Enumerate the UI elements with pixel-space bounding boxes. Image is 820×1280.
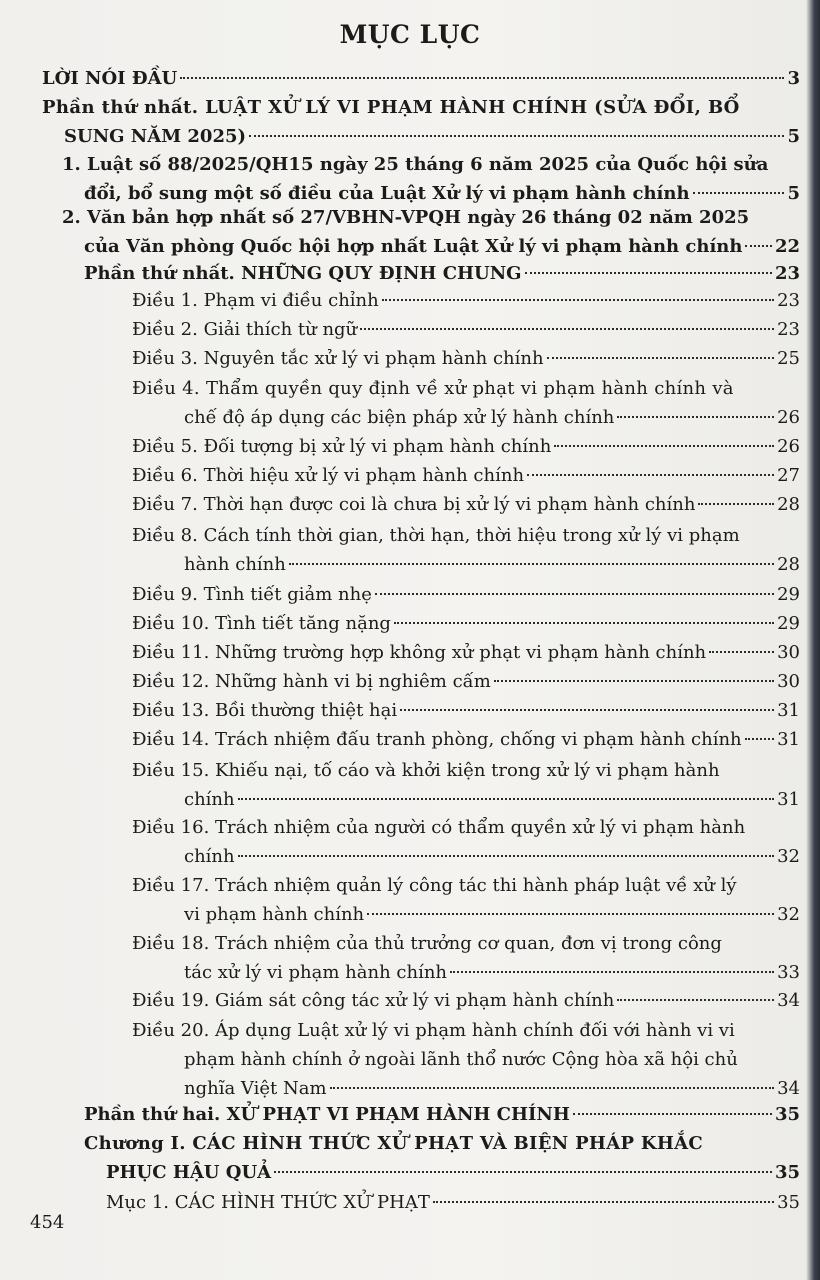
- toc-entry-title-line1: Điều 20. Áp dụng Luật xử lý vi phạm hành chính đối với hành vi vi: [132, 1020, 735, 1041]
- toc-entry-title: Mục 1. CÁC HÌNH THỨC XỬ PHẠT: [106, 1192, 430, 1213]
- toc-entry-page: 28: [777, 554, 800, 575]
- toc-entry-title-line1: Điều 15. Khiếu nại, tố cáo và khởi kiện trong xử lý vi phạm hành: [132, 760, 720, 781]
- leader-dots: [330, 1087, 775, 1089]
- leader-dots: [367, 913, 774, 915]
- toc-entry-title: chế độ áp dụng các biện pháp xử lý hành chính: [184, 407, 615, 428]
- toc-entry-title-line1: Phần thứ nhất. LUẬT XỬ LÝ VI PHẠM HÀNH CHÍNH (SỬA ĐỔI, BỔ: [42, 97, 740, 118]
- toc-entry: [132, 667, 800, 696]
- toc-entry: [132, 490, 800, 519]
- leader-dots: [400, 709, 774, 711]
- toc-entry-page: 5: [787, 183, 800, 204]
- toc-entry-title: Điều 19. Giám sát công tác xử lý vi phạm hành chính: [132, 990, 615, 1011]
- toc-entry-title-line1: Điều 18. Trách nhiệm của thủ trưởng cơ quan, đơn vị trong công: [132, 933, 722, 954]
- toc-entry-title: hành chính: [184, 554, 286, 575]
- toc-entry: [132, 756, 800, 814]
- leader-dots: [525, 272, 772, 274]
- toc-entry-title: Điều 2. Giải thích từ ngữ: [132, 319, 358, 340]
- leader-dots: [382, 299, 774, 301]
- leader-dots: [745, 245, 771, 247]
- leader-dots: [375, 593, 774, 595]
- toc-entry-title: Phần thứ hai. XỬ PHẠT VI PHẠM HÀNH CHÍNH: [84, 1104, 570, 1125]
- toc-entry-page: 26: [777, 436, 800, 457]
- toc-entry-title-line1: Điều 4. Thẩm quyền quy định về xử phạt vi phạm hành chính và: [132, 378, 734, 399]
- toc-entry-page: 31: [777, 789, 800, 810]
- toc-entry-title-line1: Điều 17. Trách nhiệm quản lý công tác thi hành pháp luật về xử lý: [132, 875, 737, 896]
- toc-entry-title: Điều 12. Những hành vi bị nghiêm cấm: [132, 671, 491, 692]
- toc-entry-page: 30: [777, 642, 800, 663]
- page-title: MỤC LỤC: [339, 20, 481, 49]
- toc-entry-page: 35: [777, 1192, 800, 1213]
- leader-dots: [617, 416, 774, 418]
- toc-entry: [42, 64, 800, 93]
- toc-entry-title: Điều 7. Thời hạn được coi là chưa bị xử lý vi phạm hành chính: [132, 494, 696, 515]
- toc-entry-title: nghĩa Việt Nam: [184, 1078, 327, 1099]
- leader-dots: [547, 357, 775, 359]
- leader-dots: [554, 445, 774, 447]
- toc-entry-page: 23: [777, 319, 800, 340]
- leader-dots: [450, 971, 774, 973]
- leader-dots: [238, 855, 774, 857]
- leader-dots: [360, 328, 774, 330]
- toc-entry-title: SUNG NĂM 2025): [64, 126, 247, 147]
- toc-entry: [106, 1188, 800, 1217]
- leader-dots: [494, 680, 774, 682]
- leader-dots: [709, 651, 774, 653]
- toc-entry: [62, 150, 800, 208]
- toc-entry: [132, 871, 800, 929]
- toc-entry: [132, 521, 800, 579]
- toc-entry-page: 23: [774, 263, 800, 284]
- toc-entry-page: 34: [777, 990, 800, 1011]
- leader-dots: [180, 77, 784, 79]
- toc-entry-page: 35: [774, 1104, 800, 1125]
- toc-entry-page: 23: [777, 290, 800, 311]
- toc-entry-title-line1: 1. Luật số 88/2025/QH15 ngày 25 tháng 6 năm 2025 của Quốc hội sửa: [62, 154, 769, 175]
- toc-entry-title: chính: [184, 789, 235, 810]
- toc-entry-page: 31: [777, 729, 800, 750]
- toc-entry: [84, 1100, 800, 1129]
- toc-entry: [132, 725, 800, 754]
- toc-entry-title: Phần thứ nhất. NHỮNG QUY ĐỊNH CHUNG: [84, 263, 522, 284]
- toc-entry-page: 31: [777, 700, 800, 721]
- toc-entry-title: LỜI NÓI ĐẦU: [42, 68, 178, 89]
- toc-entry-title-line1: Điều 8. Cách tính thời gian, thời hạn, thời hiệu trong xử lý vi phạm: [132, 525, 740, 546]
- toc-entry-page: 26: [777, 407, 800, 428]
- toc-entry-title: Điều 10. Tình tiết tăng nặng: [132, 613, 391, 634]
- toc-entry: [132, 432, 800, 461]
- leader-dots: [745, 738, 774, 740]
- toc-entry-page: 27: [777, 465, 800, 486]
- toc-entry: [132, 580, 800, 609]
- toc-entry: [132, 609, 800, 638]
- toc-entry-page: 33: [777, 962, 800, 983]
- toc-entry: [132, 696, 800, 725]
- toc-entry-title-line1: Điều 16. Trách nhiệm của người có thẩm quyền xử lý vi phạm hành: [132, 817, 746, 838]
- toc-entry-title-line2: phạm hành chính ở ngoài lãnh thổ nước Cộng hòa xã hội chủ: [184, 1049, 738, 1070]
- toc-entry-title: Điều 13. Bồi thường thiệt hại: [132, 700, 398, 721]
- toc-entry: [84, 259, 800, 288]
- toc-entry-title: đổi, bổ sung một số điều của Luật Xử lý vi phạm hành chính: [84, 183, 690, 204]
- leader-dots: [433, 1201, 774, 1203]
- toc-entry: [42, 93, 800, 151]
- toc-entry-title: Điều 3. Nguyên tắc xử lý vi phạm hành chính: [132, 348, 544, 369]
- toc-entry-page: 5: [787, 126, 800, 147]
- leader-dots: [274, 1171, 772, 1173]
- toc-entry-title: tác xử lý vi phạm hành chính: [184, 962, 448, 983]
- toc-entry-page: 29: [777, 584, 800, 605]
- leader-dots: [394, 622, 774, 624]
- toc-entry-title: của Văn phòng Quốc hội hợp nhất Luật Xử lý vi phạm hành chính: [84, 236, 743, 257]
- toc-entry: [132, 374, 800, 432]
- toc-entry-title-line1: 2. Văn bản hợp nhất số 27/VBHN-VPQH ngày 26 tháng 02 năm 2025: [62, 207, 750, 228]
- leader-dots: [238, 798, 774, 800]
- leader-dots: [617, 999, 774, 1001]
- toc-entry: [132, 315, 800, 344]
- toc-entry-title: Điều 9. Tình tiết giảm nhẹ: [132, 584, 372, 605]
- toc-entry-title: Điều 11. Những trường hợp không xử phạt vi phạm hành chính: [132, 642, 707, 663]
- toc-entry: [132, 461, 800, 490]
- toc-entry-page: 34: [777, 1078, 800, 1099]
- toc-entry-page: 25: [777, 348, 800, 369]
- toc-entry: [84, 1129, 800, 1187]
- toc-entry-page: 22: [774, 236, 800, 257]
- toc-entry: [132, 986, 800, 1015]
- toc-entry-page: 3: [787, 68, 800, 89]
- toc-entry-title: Điều 14. Trách nhiệm đấu tranh phòng, chống vi phạm hành chính: [132, 729, 742, 750]
- leader-dots: [289, 563, 774, 565]
- toc-entry-title: PHỤC HẬU QUẢ: [106, 1162, 272, 1183]
- toc-entry-title: Điều 1. Phạm vi điều chỉnh: [132, 290, 379, 311]
- leader-dots: [527, 474, 774, 476]
- toc-entry-page: 32: [777, 904, 800, 925]
- leader-dots: [698, 503, 774, 505]
- page-number: 454: [30, 1212, 65, 1233]
- page-edge-shadow: [806, 0, 820, 1280]
- toc-entry: [132, 1016, 800, 1103]
- toc-entry-page: 35: [774, 1162, 800, 1183]
- toc-entry: [132, 286, 800, 315]
- toc-entry-page: 30: [777, 671, 800, 692]
- toc-entry-title: vi phạm hành chính: [184, 904, 365, 925]
- toc-entry: [132, 638, 800, 667]
- leader-dots: [249, 135, 784, 137]
- toc-entry-page: 29: [777, 613, 800, 634]
- toc-entry-title-line1: Chương I. CÁC HÌNH THỨC XỬ PHẠT VÀ BIỆN PHÁP KHẮC: [84, 1133, 704, 1154]
- toc-entry-title: Điều 6. Thời hiệu xử lý vi phạm hành chính: [132, 465, 525, 486]
- leader-dots: [693, 192, 785, 194]
- toc-entry-title: Điều 5. Đối tượng bị xử lý vi phạm hành chính: [132, 436, 552, 457]
- leader-dots: [573, 1113, 772, 1115]
- toc-entry: [132, 344, 800, 373]
- toc-entry: [132, 929, 800, 987]
- toc-entry-page: 32: [777, 846, 800, 867]
- toc-entry: [132, 813, 800, 871]
- toc-entry-title: chính: [184, 846, 235, 867]
- toc-entry: [62, 203, 800, 261]
- toc-entry-page: 28: [777, 494, 800, 515]
